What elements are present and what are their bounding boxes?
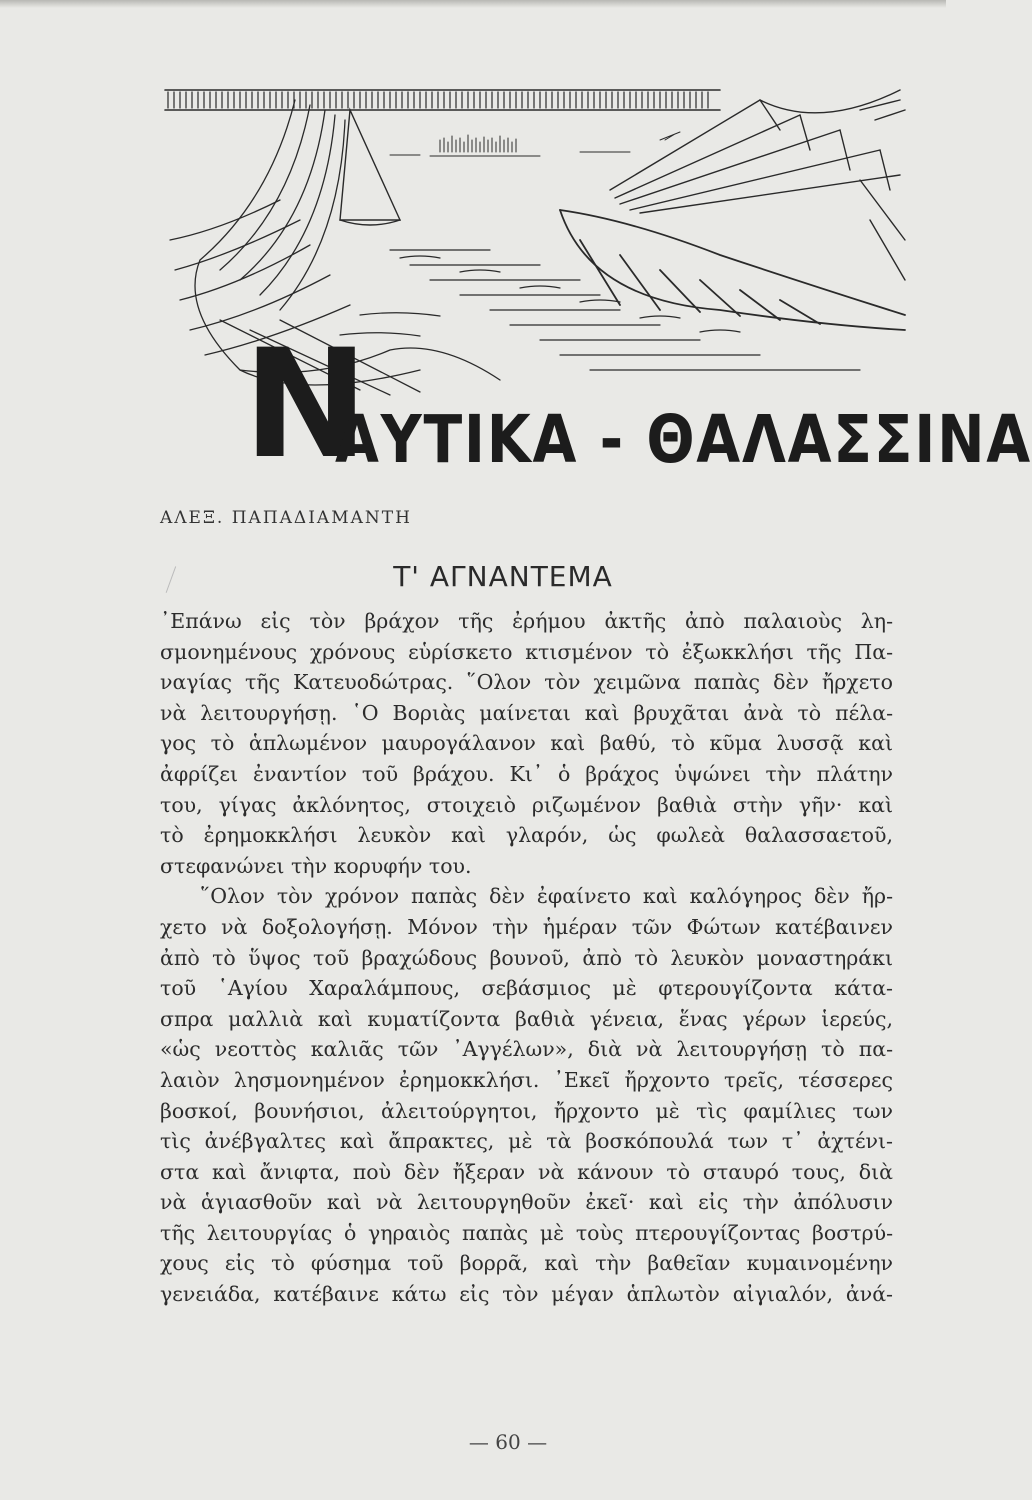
text-line: βοσκοί, βουνήσιοι, ἀλειτούργητοι, ἤρχοντο μὲ τὶς φαμίλιες των [160, 1098, 893, 1123]
story-title: Τ' ΑΓΝΑΝΤΕΜΑ [393, 560, 613, 593]
body-text [160, 606, 893, 1310]
page-number: — 60 — [468, 1430, 548, 1454]
text-line: γος τὸ ἁπλωμένον μαυρογάλανον καὶ βαθύ, τὸ κῦμα λυσσᾷ καὶ [160, 731, 893, 756]
text-line: χους εἰς τὸ φύσημα τοῦ βορρᾶ, καὶ τὴν βαθεῖαν κυμαινομένην [160, 1251, 893, 1276]
text-line: ναγίας τῆς Κατευοδώτρας. ῞Ολον τὸν χειμῶνα παπὰς δὲν ἤρχετο [160, 670, 893, 695]
masthead-title: ΑΥΤΙΚΑ - ΘΑΛΑΣΣΙΝΑ [335, 401, 1032, 478]
text-line: ᾿Επάνω εἰς τὸν βράχον τῆς ἐρήμου ἀκτῆς ἀπὸ παλαιοὺς λη- [160, 609, 893, 633]
text-line: τοῦ ῾Αγίου Χαραλάμπους, σεβάσμιος μὲ φτερουγίζοντα κάτα- [160, 976, 893, 1001]
text-line: λαιὸν λησμονημένον ἐρημοκκλήσι. ᾿Εκεῖ ἤρχοντο τρεῖς, τέσσερες [160, 1067, 893, 1092]
text-line: «ὡς νεοττὸς καλιᾶς τῶν ᾿Αγγέλων», διὰ νὰ λειτουργήσῃ τὸ πα- [160, 1037, 893, 1062]
paragraph-2 [160, 881, 893, 1309]
text-line: χετο νὰ δοξολογήσῃ. Μόνον τὴν ἡμέραν τῶν Φώτων κατέβαινεν [160, 914, 893, 939]
text-line: σμονημένους χρόνους εὑρίσκετο κτισμένον τὸ ἐξωκκλήσι τῆς Πα- [160, 639, 893, 664]
masthead-initial: Ν [243, 318, 365, 492]
text-line: σπρα μαλλιὰ καὶ κυματίζοντα βαθιὰ γένεια, ἕνας γέρων ἱερεύς, [160, 1006, 893, 1031]
text-line: του, γίγας ἀκλόνητος, στοιχειὸ ριζωμένον βαθιὰ στὴν γῆν· καὶ [160, 792, 893, 817]
text-line: ἀφρίζει ἐναντίον τοῦ βράχου. Κι᾿ ὁ βράχος ὑψώνει τὴν πλάτην [160, 761, 893, 786]
text-line: τῆς λειτουργίας ὁ γηραιὸς παπὰς μὲ τοὺς πτερουγίζοντας βοστρύ- [160, 1220, 893, 1245]
text-line: νὰ λειτουργήσῃ. ῾Ο Βοριὰς μαίνεται καὶ βρυχᾶται ἀνὰ τὸ πέλα- [160, 700, 893, 725]
text-line: νὰ ἁγιασθοῦν καὶ νὰ λειτουργηθοῦν ἐκεῖ· καὶ εἰς τὴν ἀπόλυσιν [160, 1190, 893, 1215]
text-line: στα καὶ ἄνιφτα, ποὺ δὲν ἤξεραν νὰ κάνουν τὸ σταυρό τους, διὰ [160, 1159, 893, 1184]
text-line: τὶς ἀνέβγαλτες καὶ ἄπρακτες, μὲ τὰ βοσκόπουλά των τ᾿ ἀχτένι- [160, 1129, 893, 1154]
text-line: στεφανώνει τὴν κορυφήν του. [160, 853, 472, 878]
paragraph-1 [160, 606, 893, 881]
text-line: γενειάδα, κατέβαινε κάτω εἰς τὸν μέγαν ἁπλωτὸν αἰγιαλόν, ἀνά- [160, 1282, 893, 1307]
text-line: ἀπὸ τὸ ὕψος τοῦ βραχώδους βουνοῦ, ἀπὸ τὸ λευκὸν μοναστηράκι [160, 945, 893, 970]
text-line: τὸ ἐρημοκκλήσι λευκὸν καὶ γλαρόν, ὡς φωλεὰ θαλασσαετοῦ, [160, 823, 893, 848]
text-line: ῞Ολον τὸν χρόνον παπὰς δὲν ἐφαίνετο καὶ καλόγηρος δὲν ἤρ- [200, 884, 893, 909]
page-edge [0, 0, 946, 8]
author-name: ΑΛΕΞ. ΠΑΠΑΔΙΑΜΑΝΤΗ [160, 508, 412, 528]
